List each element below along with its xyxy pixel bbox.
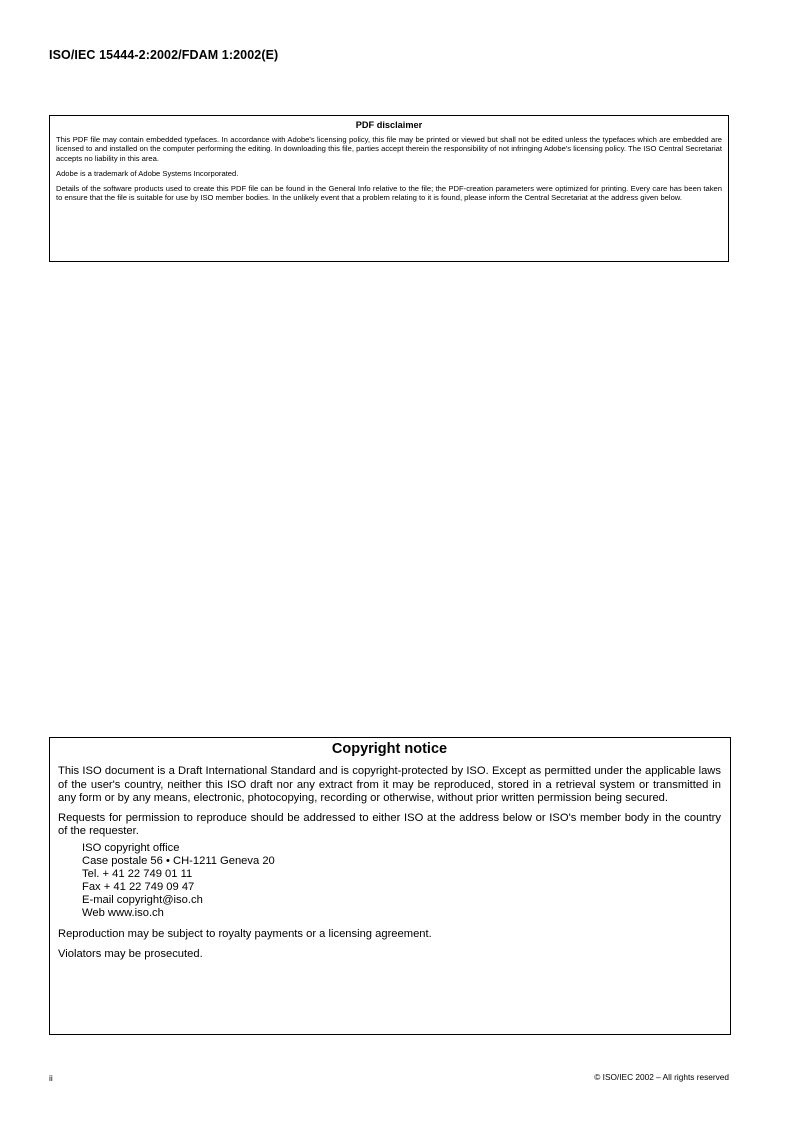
disclaimer-paragraph: Adobe is a trademark of Adobe Systems Incorporated.	[56, 168, 239, 178]
copyright-paragraph: This ISO document is a Draft International Standard and is copyright-protected by ISO. Except as permitted under the applicable laws of the user's country, neither this ISO draft nor any extract from it may be reproduced, stored in a retrieval system or transmitted in any form or by any means, electronic, photocopying, recording or otherwise, without prior written permission being secured.	[58, 765, 721, 805]
footer-copyright: © ISO/IEC 2002 – All rights reserved	[594, 1072, 729, 1082]
document-id: ISO/IEC 15444-2:2002/FDAM 1:2002(E)	[49, 48, 279, 62]
iso-address-block	[82, 842, 721, 920]
page-number: ii	[49, 1073, 53, 1083]
copyright-paragraph: Reproduction may be subject to royalty payments or a licensing agreement.	[58, 927, 432, 940]
disclaimer-paragraph: Details of the software products used to create this PDF file can be found in the General Info relative to the file; the PDF-creation parameters were optimized for printing. Every care has been taken to ensure that the file is suitable for use by ISO member bodies. In the unlikely event that a problem relating to it is found, please inform the Central Secretariat at the address given below.	[56, 184, 722, 203]
copyright-notice-box	[49, 737, 731, 1035]
disclaimer-paragraph: This PDF file may contain embedded typefaces. In accordance with Adobe's licensing policy, this file may be printed or viewed but shall not be edited unless the typefaces which are embedded are licensed to and installed on the computer performing the editing. In downloading this file, parties accept therein the responsibility of not infringing Adobe's licensing policy. The ISO Central Secretariat accepts no liability in this area.	[56, 135, 722, 163]
address-line: Tel. + 41 22 749 01 11	[82, 867, 193, 880]
address-line: Fax + 41 22 749 09 47	[82, 880, 195, 893]
address-line: Case postale 56 • CH-1211 Geneva 20	[82, 854, 275, 867]
disclaimer-title: PDF disclaimer	[355, 120, 423, 130]
copyright-paragraph: Violators may be prosecuted.	[58, 947, 203, 960]
copyright-title: Copyright notice	[331, 741, 448, 757]
address-line: E-mail copyright@iso.ch	[82, 893, 203, 906]
address-line: Web www.iso.ch	[82, 906, 164, 919]
address-line: ISO copyright office	[82, 841, 180, 854]
copyright-paragraph: Requests for permission to reproduce should be addressed to either ISO at the address below or ISO's member body in the country of the requester.	[58, 811, 721, 838]
pdf-disclaimer-box	[49, 115, 729, 262]
